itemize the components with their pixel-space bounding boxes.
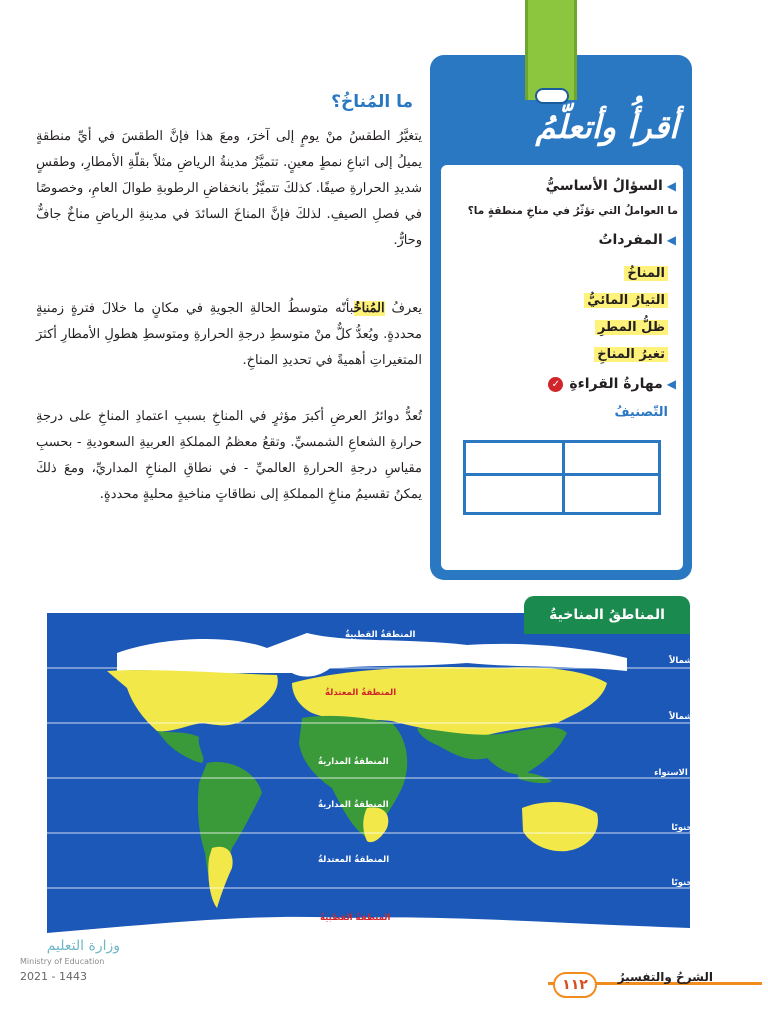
card-title: أقرأُ وأتعلّمُ <box>535 108 678 146</box>
vocabulary-label: المفرداتُ <box>598 232 663 248</box>
triangle-icon: ◀ <box>666 233 676 247</box>
zone-label-polar-south: المنطقةُ القطبيةُ <box>320 913 391 923</box>
lat-label-60s: ٦٠ جنوبًا <box>671 878 706 888</box>
lat-label-60n: ٦٠ شمالاً <box>669 656 706 666</box>
australia <box>522 802 598 851</box>
map-title: المناطقُ المناخيةُ <box>524 596 690 634</box>
lat-label-30n: ٣٠ شمالاً <box>669 712 706 722</box>
footer-section-label: الشرحُ والتفسيرُ <box>617 970 713 984</box>
south-america-south <box>208 847 232 908</box>
vocab-item: ظلُّ المطرِ <box>595 320 668 335</box>
central-america <box>157 731 203 763</box>
paragraph-2: يعرفُ المُناخُبأنّه متوسطُ الحالةِ الجويةِ في مكانٍ ما خلالَ فترةٍ زمنيةٍ محددةٍ. ويُعدُّ كلٌّ منْ متوسطِ درجةِ الحرارةِ ومتوسطِ هطولِ الأمطارِ أكثرَ المتغيراتِ أهميةً في تحديدِ المناخِ. <box>36 301 422 368</box>
lat-label-equator: خط الاستواء <box>654 768 706 778</box>
ministry-logo: وزارة التعليم <box>46 938 120 954</box>
reading-skill: التّصنيفُ <box>614 405 668 420</box>
essential-question-heading <box>546 178 676 194</box>
zone-label-temperate-north: المنطقةُ المعتدلةُ <box>325 688 397 698</box>
vocab-item: تغيرُ المناخِ <box>594 347 668 362</box>
vocabulary-heading <box>598 232 676 248</box>
north-america <box>107 670 278 731</box>
climate-map <box>47 613 690 953</box>
paragraph-1: يتغيَّرُ الطقسُ منْ يومٍ إلى آخرَ، ومعَ هذا فإنَّ الطقسَ في أيِّ منطقةٍ يميلُ إلى اتباعِ نمطٍ معينٍ. تتميَّزُ مدينةُ الرياضِ مثلاً بقلّةِ الأمطارِ، وطقسٍ شديدِ الحرارةِ صيفًا. كذلكَ تتميَّزُ بانخفاضِ الرطوبةِ طوالَ العامِ، وخصوصًا في فصلِ الصيفِ. لذلكَ فإنَّ المناخَ السائدَ في مدينةِ الرياضِ مناخٌ جافٌّ وحارٌّ. <box>36 129 422 248</box>
ministry-name-en: Ministry of Education <box>20 957 105 966</box>
triangle-icon: ◀ <box>666 377 676 391</box>
triangle-icon: ◀ <box>666 179 676 193</box>
zone-label-temperate-south: المنطقةُ المعتدلةُ <box>318 855 390 865</box>
reading-skill-heading <box>548 376 676 392</box>
south-america <box>198 762 262 898</box>
lat-label-30s: ٣٠ جنوبًا <box>671 823 706 833</box>
south-asia <box>417 727 567 774</box>
highlighted-term: المُناخُ <box>353 301 385 316</box>
zone-label-tropical-1: المنطقةُ المداريةُ <box>318 757 389 767</box>
zone-label-polar-north: المنطقةُ القطبيةُ <box>345 630 416 640</box>
classify-table <box>463 440 661 515</box>
africa <box>299 716 407 838</box>
vocab-item: المناخُ <box>624 266 668 281</box>
zone-label-tropical-2: المنطقةُ المداريةُ <box>318 800 389 810</box>
page-number: ١١٢ <box>553 972 597 998</box>
section-title: ما المُناخُ؟ <box>331 92 413 112</box>
essential-question: ما العواملُ التي تؤثّرُ في مناخِ منطقةٍ ما؟ <box>467 205 678 217</box>
card-hole <box>535 88 569 104</box>
vocab-item: التيارُ المائيُّ <box>584 293 668 308</box>
reading-skill-label: مهارةُ القراءةِ <box>569 376 663 392</box>
africa-south <box>363 807 388 842</box>
year-label: 2021 - 1443 <box>20 970 87 983</box>
paragraph-3: تُعدُّ دوائرُ العرضِ أكبرَ مؤثرٍ في المناخِ بسببِ اعتمادِ المناخِ على درجةِ حرارةِ الشعاعِ الشمسيِّ. وتقعُ معظمُ المملكةِ العربيةِ السعوديةِ - بحسبِ مقياسِ درجةِ الحرارةِ العالميِّ - في نطاقِ المناخِ المداريِّ، ومعَ ذلكَ يمكنُ تقسيمُ مناخِ المملكةِ إلى نطاقاتٍ مناخيةٍ محليةٍ محددةٍ. <box>36 409 422 502</box>
world-map-svg <box>47 613 690 953</box>
card-strap <box>525 0 577 100</box>
essential-question-label: السؤالُ الأساسيُّ <box>545 178 663 194</box>
check-icon: ✓ <box>548 377 563 392</box>
